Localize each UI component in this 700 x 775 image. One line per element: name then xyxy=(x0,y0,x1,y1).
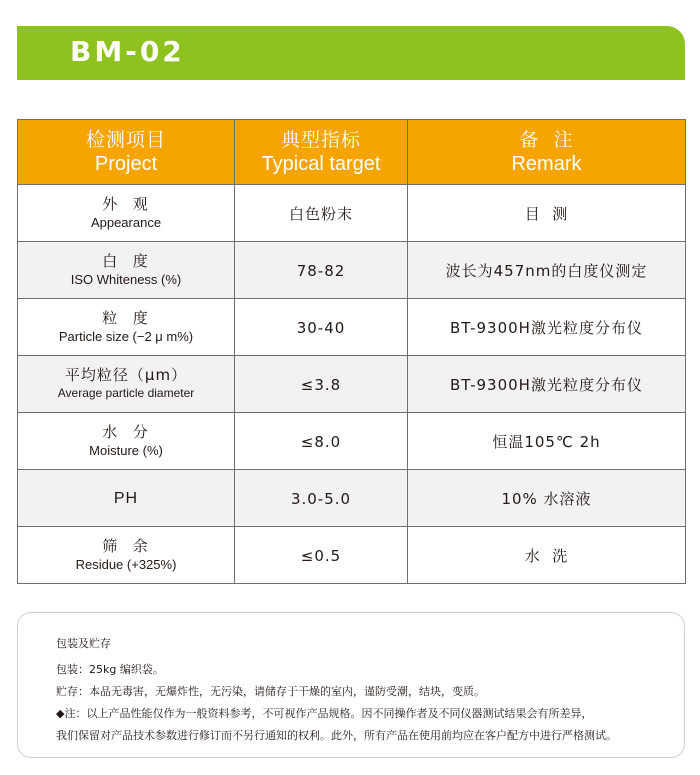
remark-cell xyxy=(408,356,686,413)
target-value: 78-82 xyxy=(296,261,346,280)
item-en: ISO Whiteness (%) xyxy=(70,272,182,287)
target-cell xyxy=(235,527,408,584)
target-cell xyxy=(235,299,408,356)
header-project-en: Project xyxy=(94,153,158,175)
item-en: Particle size (−2 μ m%) xyxy=(58,329,194,344)
header-project xyxy=(18,120,235,185)
notes-disclaimer-1: ◆注：以上产品性能仅作为一般资料参考，不可视作产品规格。因不同操作者及不同仪器测试结果会有所差异， xyxy=(56,707,593,720)
target-cell xyxy=(235,356,408,413)
header-remark xyxy=(408,120,686,185)
remark-cell xyxy=(408,527,686,584)
target-cell xyxy=(235,242,408,299)
remark-cell xyxy=(408,470,686,527)
header-remark-en: Remark xyxy=(511,153,582,175)
notes-packaging: 包装：25kg 编织袋。 xyxy=(56,663,164,676)
item-en: Average particle diameter xyxy=(57,386,195,400)
item-en: Appearance xyxy=(90,215,162,230)
table-row xyxy=(18,242,686,299)
table-row xyxy=(18,185,686,242)
item-cn: 平均粒径（μm） xyxy=(64,366,188,384)
remark-cell xyxy=(408,185,686,242)
header-remark-cn: 备 注 xyxy=(519,129,574,151)
item-en: Residue (+325%) xyxy=(75,557,177,572)
item-cn: 筛 余 xyxy=(102,537,150,555)
header-project-cn: 检测项目 xyxy=(85,129,166,151)
remark-value: BT-9300H激光粒度分布仪 xyxy=(450,318,643,337)
table-row xyxy=(18,470,686,527)
item-en: PH xyxy=(113,490,139,507)
header-target xyxy=(235,120,408,185)
remark-value: 目 测 xyxy=(524,204,569,223)
notes-disclaimer-2: 我们保留对产品技术参数进行修订而不另行通知的权利。此外，所有产品在使用前均应在客户配方中进行严格测试。 xyxy=(56,729,617,742)
item-cell xyxy=(18,185,235,242)
notes-heading: 包装及贮存 xyxy=(56,637,111,650)
item-cn: 水 分 xyxy=(102,423,150,441)
remark-cell xyxy=(408,299,686,356)
target-value: ≤8.0 xyxy=(300,432,342,451)
notes-storage: 贮存：本品无毒害，无爆炸性，无污染，请储存于干燥的室内，谨防受潮，结块，变质。 xyxy=(56,685,485,698)
title-banner xyxy=(17,26,685,80)
item-cell xyxy=(18,356,235,413)
target-value: 3.0-5.0 xyxy=(290,489,352,508)
item-cn: 外 观 xyxy=(102,195,150,213)
remark-value: 恒温105℃ 2h xyxy=(492,432,601,451)
table-row xyxy=(18,413,686,470)
page-title: BM-02 xyxy=(70,35,185,68)
item-cn: 白 度 xyxy=(102,252,150,270)
item-cell xyxy=(18,413,235,470)
target-value: ≤0.5 xyxy=(300,546,342,565)
remark-value: 波长为457nm的白度仪测定 xyxy=(445,261,648,280)
target-cell xyxy=(235,413,408,470)
item-cell xyxy=(18,299,235,356)
spec-table xyxy=(17,119,686,584)
table-row xyxy=(18,356,686,413)
remark-value: 10% 水溶液 xyxy=(501,489,592,508)
remark-value: BT-9300H激光粒度分布仪 xyxy=(450,375,643,394)
item-en: Moisture (%) xyxy=(89,443,163,458)
remark-cell xyxy=(408,242,686,299)
table-header-row xyxy=(18,120,686,185)
target-cell xyxy=(235,185,408,242)
remark-cell xyxy=(408,413,686,470)
item-cell xyxy=(18,470,235,527)
header-target-cn: 典型指标 xyxy=(280,129,361,151)
table-row xyxy=(18,527,686,584)
target-value: 30-40 xyxy=(296,318,346,337)
item-cn: 粒 度 xyxy=(102,309,150,327)
target-value: ≤3.8 xyxy=(300,375,342,394)
header-target-en: Typical target xyxy=(261,153,381,175)
target-cell xyxy=(235,470,408,527)
notes-panel xyxy=(17,612,685,758)
item-cell xyxy=(18,527,235,584)
remark-value: 水 洗 xyxy=(524,546,569,565)
table-row xyxy=(18,299,686,356)
target-value: 白色粉末 xyxy=(288,204,353,223)
item-cell xyxy=(18,242,235,299)
